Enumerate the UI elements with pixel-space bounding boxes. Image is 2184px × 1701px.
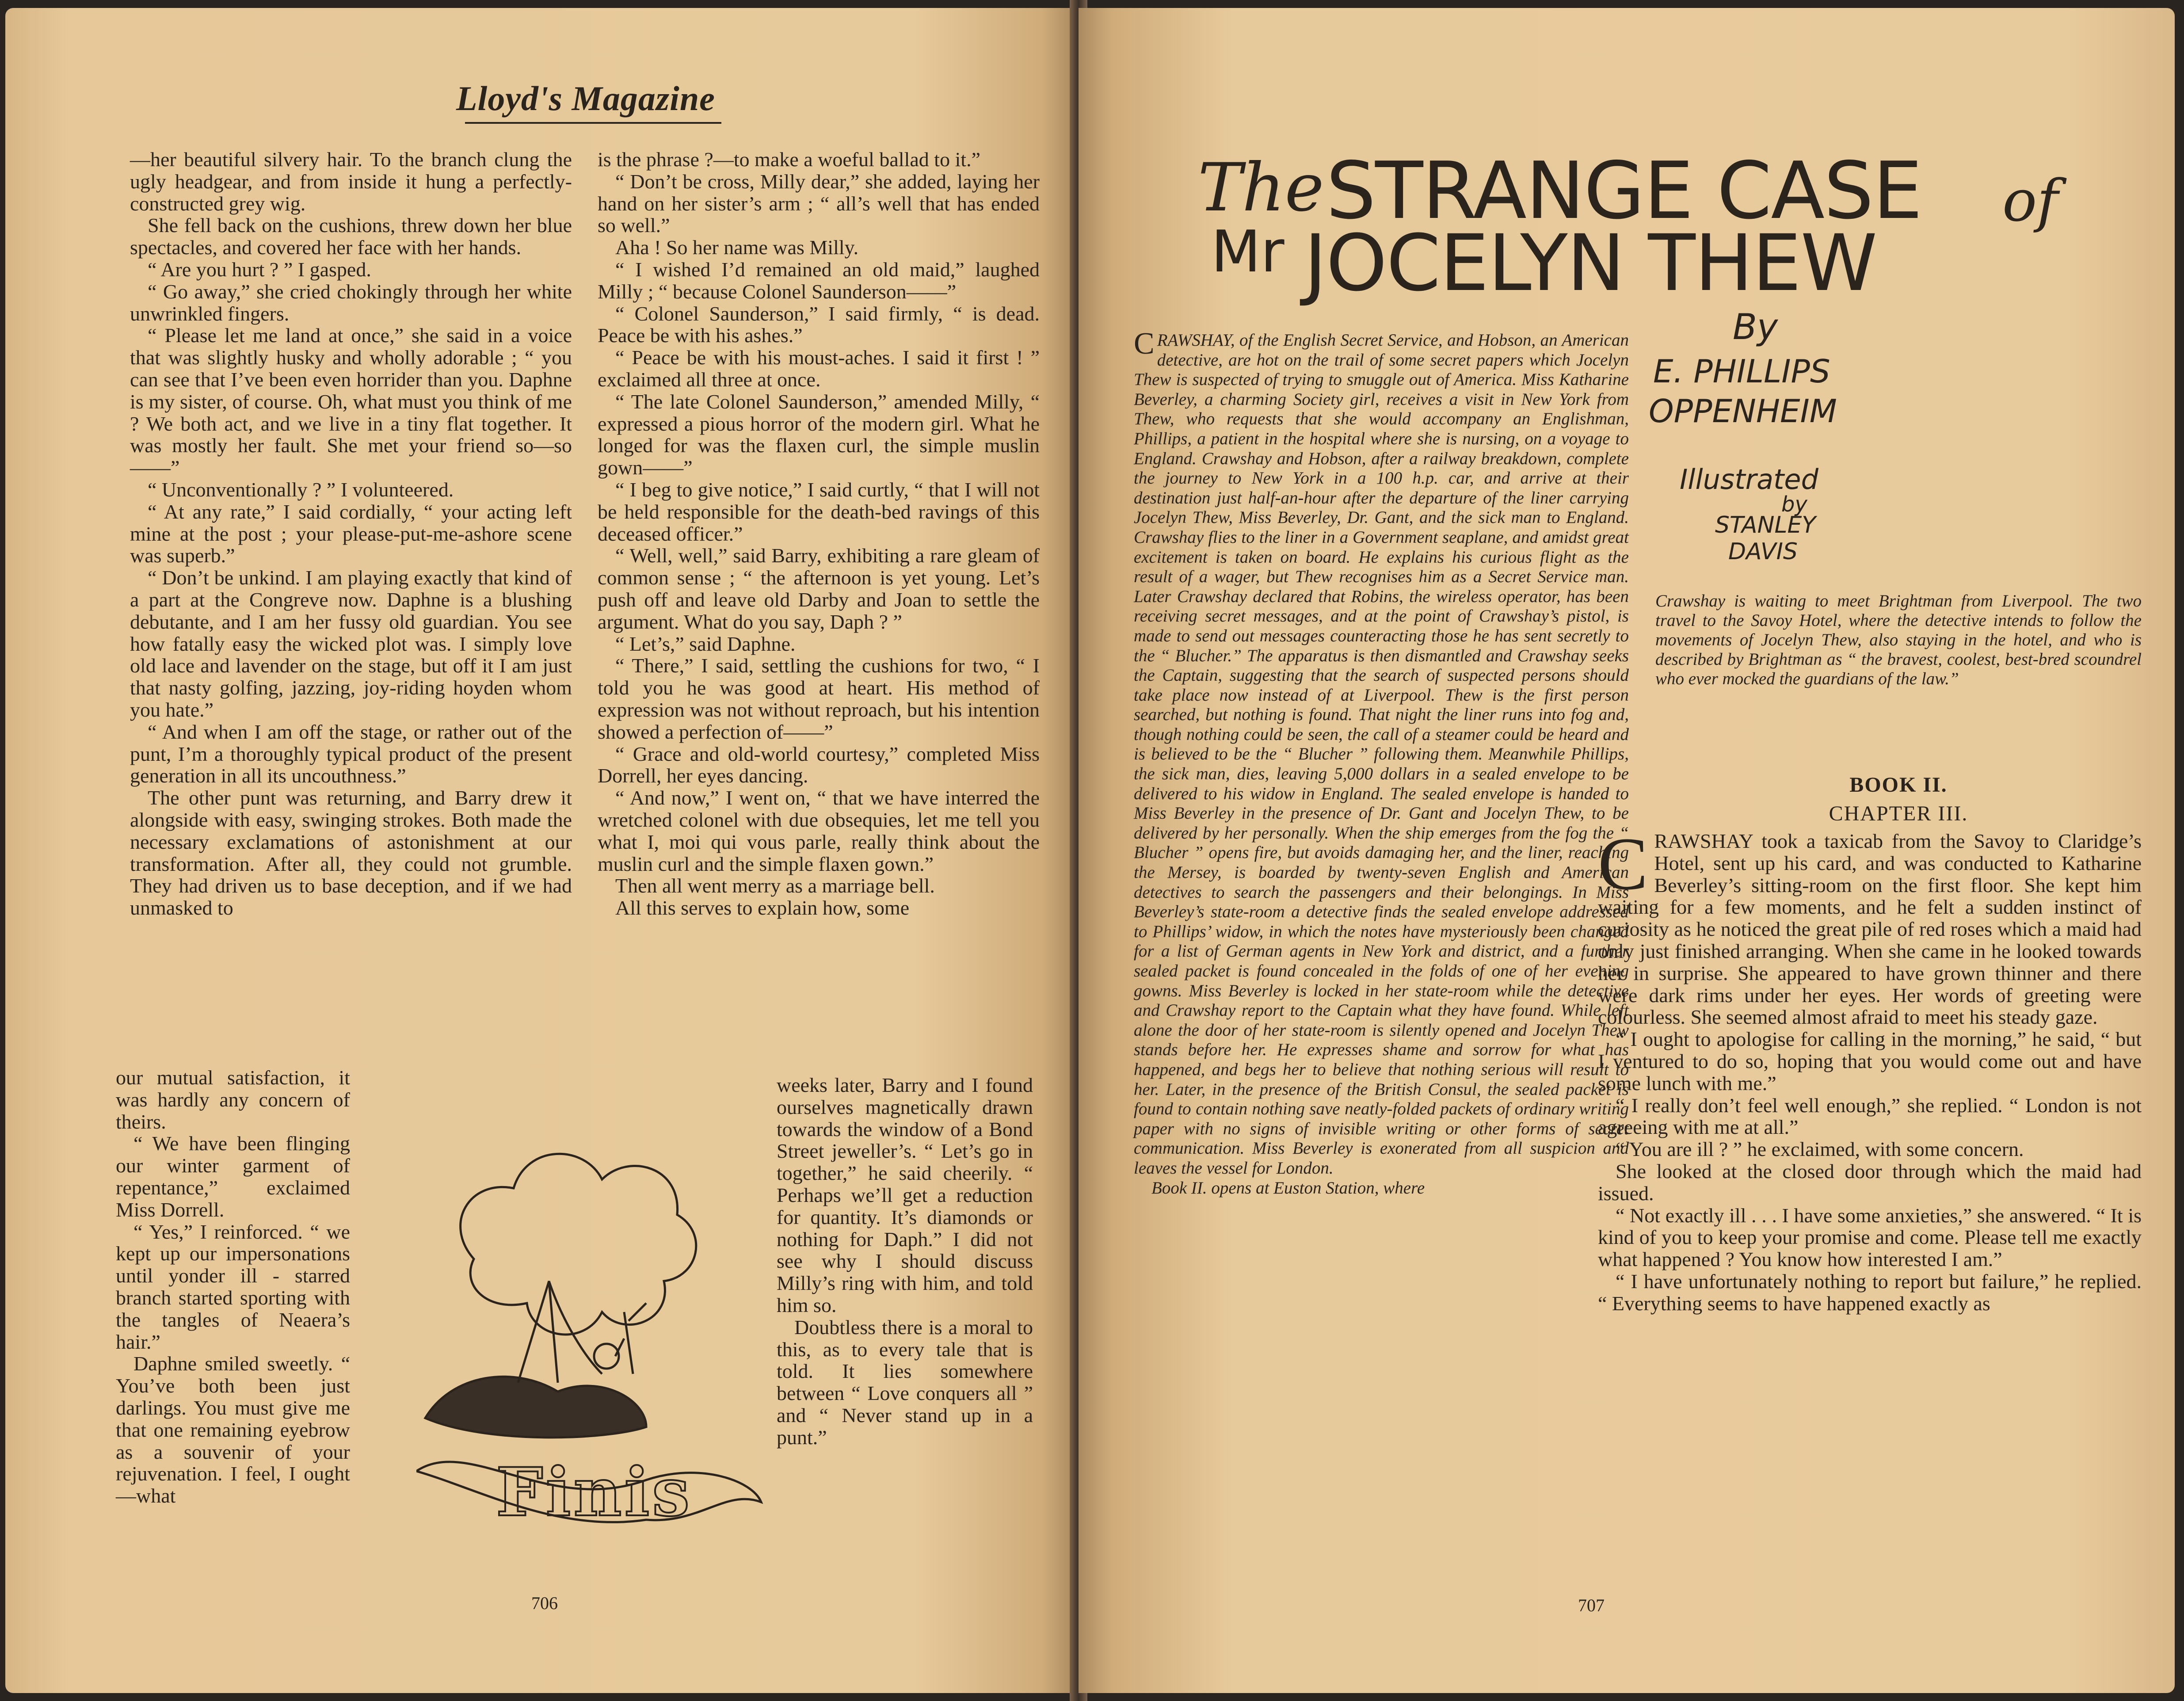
title-the: The (1198, 149, 1324, 226)
author-line-1: E. PHILLIPS (1653, 353, 1830, 390)
title-of: of (2002, 167, 2058, 234)
page-number: 707 (1578, 1595, 1605, 1615)
paragraph: Then all went merry as a marriage bell. (615, 874, 935, 897)
paragraph: RAWSHAY took a taxicab from the Savoy to Claridge’s Hotel, sent up his card, and was conducted to Katharine Beverley’s sitting-room on the first floor. She kept him waiting for a few moments, and he felt a sudden instinct of curiosity as he noticed the great pile of red roses which a maid had only just finished arranging. When she came in he looked towards her in surprise. She appeared to have grown thinner and there were dark rims under her eyes. Her words of greeting were colourless. She seemed almost afraid to meet his steady gaze. (1598, 830, 2142, 1029)
masthead (456, 79, 730, 127)
finis-label: Finis (496, 1453, 692, 1531)
paragraph: “ There,” I said, settling the cushions for two, “ I told you he was good at heart. His method of expression was not without reproach, but his intention showed a perfection of——” (598, 654, 1040, 743)
paragraph: “ Don’t be unkind. I am playing exactly that kind of a part at the Congreve now. Daphne is a blushing debutante, and I am her fussy old guardian. You see how fatally easy the wicked plot was. I simply love old lace and lavender on the stage, but off it I am just that nasty golfing, jazzing, joy-riding hoyden whom you hate.” (130, 566, 572, 721)
paragraph: —her beautiful silvery hair. To the branch clung the ugly headgear, and from inside it hung a perfectly-constructed grey wig. (130, 148, 572, 215)
title-mr: Mr (1211, 218, 1284, 285)
synopsis-text: RAWSHAY, of the English Secret Service, and Hobson, an American detective, are hot on the trail of some secret papers which Jocelyn Thew is suspected of trying to smuggle out of America. Miss Katharine Beverley, a charming Society girl, receives a visit in New York from Thew, who requests that she would accompany an Englishman, Phillips, a patient in the hospital where she is nursing, on a voyage to England. Crawshay and Hobson, after a railway breakdown, complete the journey to New York in a 100 h.p. car, and arrive at their destination just half-an-hour after the departure of the liner carrying Jocelyn Thew, Miss Beverley, Dr. Gant, and the sick man to England. Crawshay flies to the liner in a Government seaplane, and amidst great excitement is taken on board. He explains his curious flight as the result of a wager, but Thew recognises him as a Secret Service man. Later Crawshay declared that Robins, the wireless operator, has been receiving secret messages, and at the point of Crawshay’s pistol, is made to send out messages counteracting those he has sent secretly to the “ Blucher.” The apparatus is then dismantled and Crawshay seeks the Captain, suggesting that the search of suspected persons should take place now instead of at Liverpool. Thew is the first person searched, but nothing is found. That night the liner runs into fog and, though nothing could be seen, the call of a steamer could be heard and is believed to be the “ Blucher ” following them. Meanwhile Phillips, the sick man, dies, leaving 5,000 dollars in a sealed envelope to be delivered to his widow in England. The sealed envelope is handed to Miss Beverley in the presence of Dr. Gant and Jocelyn Thew, to be delivered by her personally. When the ship emerges from the fog the “ Blucher ” opens fire, but avoids damaging her, and the liner, reaching the Mersey, is boarded by twenty-seven English and American detectives to search the passengers and their belongings. In Miss Beverley’s state-room a detective finds the sealed envelope addressed to Phillips’ widow, in which the notes have mysteriously been changed for a list of German agents in New York and district, and a further sealed packet is found concealed in the folds of one of her evening gowns. Miss Beverley is locked in her state-room while the detective and Crawshay report to the Captain what they have found. While left alone the door of her state-room is silently opened and Jocelyn Thew stands before her. He expresses shame and sorrow for what has happened, and begs her to believe that nothing serious will result to her. Later, in the presence of the British Consul, the sealed packet is found to contain nothing save neatly-folded packets of ordinary writing paper with no signs of invisible writing or other forms of secret communication. Miss Beverley is exonerated from all suspicion and leaves the vessel for London. (1134, 331, 1629, 1178)
left-column-a-narrow (116, 1067, 350, 1507)
masthead-underline (465, 122, 721, 124)
paragraph: She fell back on the cushions, threw down her blue spectacles, and covered her face with her hands. (130, 214, 572, 259)
paragraph: “ Please let me land at once,” she said in a voice that was slightly husky and wholly adorable ; “ you can see that I’ve been even horrider than you. Daphne is my sister, of course. Oh, what must you think of me ? We both act, and we live in a tiny flat together. It was mostly her fault. She met your friend so—so——” (130, 324, 572, 479)
paragraph: “ The late Colonel Saunderson,” amended Milly, “ expressed a pious horror of the modern girl. What he longed for was the flaxen curl, the simple muslin gown——” (598, 390, 1040, 479)
right-page (1079, 8, 2175, 1693)
paragraph: our mutual satisfaction, it was hardly any concern of theirs. (116, 1066, 350, 1133)
title-jocelyn-thew: JOCELYN THEW (1304, 218, 1877, 309)
paragraph: Aha ! So her name was Milly. (615, 236, 859, 259)
book-heading: BOOK II. (1849, 773, 1948, 797)
paragraph: “ We have been flinging our winter garment of repentance,” exclaimed Miss Dorrell. (116, 1132, 350, 1221)
paragraph: “ I really don’t feel well enough,” she replied. “ London is not agreeing with me at all.” (1598, 1094, 2142, 1139)
left-page (5, 8, 1075, 1693)
illustrator-line-1: STANLEY (1715, 512, 1816, 538)
illustrated-label: Illustrated (1680, 463, 1818, 496)
masthead-title: Lloyd's Magazine (456, 79, 715, 118)
paragraph: “ Unconventionally ? ” I volunteered. (148, 478, 454, 501)
paragraph: “ Let’s,” said Daphne. (615, 632, 796, 655)
paragraph: “ I have unfortunately nothing to report but failure,” he replied. “ Everything seems to have happened exactly as (1598, 1270, 2142, 1315)
paragraph: “ Not exactly ill . . . I have some anxieties,” she answered. “ It is kind of you to keep your promise and come. Please tell me exactly what happened ? You know how interested I am.” (1598, 1204, 2142, 1271)
paragraph: “ Well, well,” said Barry, exhibiting a rare gleam of common sense ; “ the afternoon is yet young. Let’s push off and leave old Darby and Joan to settle the argument. What do you say, Daph ? ” (598, 544, 1040, 633)
illustrated-by-label: by (1781, 492, 1807, 517)
paragraph: The other punt was returning, and Barry drew it alongside with easy, swinging strokes. Both made the necessary exclamations of astonishment at our transformation. After all, they could not grumble. They had driven us to base deception, and if we had unmasked to (130, 786, 572, 919)
paragraph: “ I ought to apologise for calling in the morning,” he said, “ but I ventured to do so, hoping that you would come out and have some lunch with me.” (1598, 1028, 2142, 1095)
finis-illustration (416, 1091, 770, 1546)
paragraph: All this serves to explain how, some (615, 896, 910, 919)
chapter-body (1598, 822, 2142, 1315)
paragraph: Daphne smiled sweetly. “ You’ve both been just darlings. You must give me that one remaining eyebrow as a souvenir of your rejuvenation. I feel, I ought—what (116, 1352, 350, 1507)
story-title (1145, 141, 2139, 353)
paragraph: “ And now,” I went on, “ that we have interred the wretched colonel with due obsequies, let me tell you what I, moi qui vous parle, really think about the muslin curl and the simple flaxen gown.” (598, 786, 1040, 875)
drop-cap: C (1598, 822, 1648, 905)
paragraph: She looked at the closed door through which the maid had issued. (1598, 1159, 2142, 1205)
paragraph: “ Peace be with his moust-aches. I said it first ! ” exclaimed all three at once. (598, 346, 1040, 391)
illustrator-line-2: DAVIS (1728, 538, 1798, 565)
page-number: 706 (531, 1593, 558, 1613)
paragraph: “ Yes,” I reinforced. “ we kept up our impersonations until yonder ill - starred branch started sporting with the tangles of Neaera’s hair.” (116, 1220, 350, 1353)
left-column-b (598, 149, 1040, 919)
paragraph: Doubtless there is a moral to this, as to every tale that is told. It lies somewhere between “ Love conquers all ” and “ Never stand up in a punt.” (777, 1316, 1033, 1449)
byline-by: By (1733, 306, 1778, 347)
paragraph: “ And when I am off the stage, or rather out of the punt, I’m a thoroughly typical product of the present generation in all its uncouthness.” (130, 720, 572, 787)
paragraph: “ You are ill ? ” he exclaimed, with some concern. (1616, 1138, 2024, 1161)
paragraph: weeks later, Barry and I found ourselves magnetically drawn towards the window of a Bond Street jeweller’s. “ Let’s go in together,” he said cheerily. “ Perhaps we’ll get a reduction for quantity. It’s diamonds or nothing for Daph.” I did not see why I should discuss Milly’s ring with him, and told him so. (777, 1074, 1033, 1316)
paragraph: “ I wished I’d remained an old maid,” laughed Milly ; “ because Colonel Saunderson——” (598, 258, 1040, 303)
paragraph: “ Colonel Saunderson,” I said firmly, “ is dead. Peace be with his ashes.” (598, 302, 1040, 347)
paragraph: “ Grace and old-world courtesy,” completed Miss Dorrell, her eyes dancing. (598, 742, 1040, 787)
left-column-b-narrow (777, 1074, 1033, 1449)
synopsis (1134, 327, 1629, 1198)
chapter-heading: CHAPTER III. (1829, 802, 1968, 825)
title-strange-case: STRANGE CASE (1326, 145, 1922, 236)
paragraph: “ Go away,” she cried chokingly through her white unwrinkled fingers. (130, 280, 572, 325)
paragraph: is the phrase ?—to make a woeful ballad to it.” (598, 148, 981, 171)
synopsis-continued: Book II. opens at Euston Station, where (1151, 1178, 1425, 1198)
paragraph: “ I beg to give notice,” I said curtly, “ that I will not be held responsible for the death-bed ravings of this deceased officer.” (598, 478, 1040, 545)
author-line-2: OPPENHEIM (1649, 393, 1837, 430)
paragraph: “ Are you hurt ? ” I gasped. (148, 258, 371, 281)
paragraph: “ At any rate,” I said cordially, “ your acting left mine at the post ; your please-put-me-ashore scene was superb.” (130, 500, 572, 567)
paragraph: “ Don’t be cross, Milly dear,” she added, laying her hand on her sister’s arm ; “ all’s well that has ended so well.” (598, 170, 1040, 237)
synopsis-initial: C (1134, 327, 1155, 361)
recap-note: Crawshay is waiting to meet Brightman from Liverpool. The two travel to the Savoy Hotel, where the detective intends to follow the movements of Jocelyn Thew, also staying in the hotel, and who is described by Brightman as “ the bravest, coolest, best-bred scoundrel who ever mocked the guardians of the law.” (1655, 591, 2142, 688)
left-column-a (130, 149, 572, 919)
